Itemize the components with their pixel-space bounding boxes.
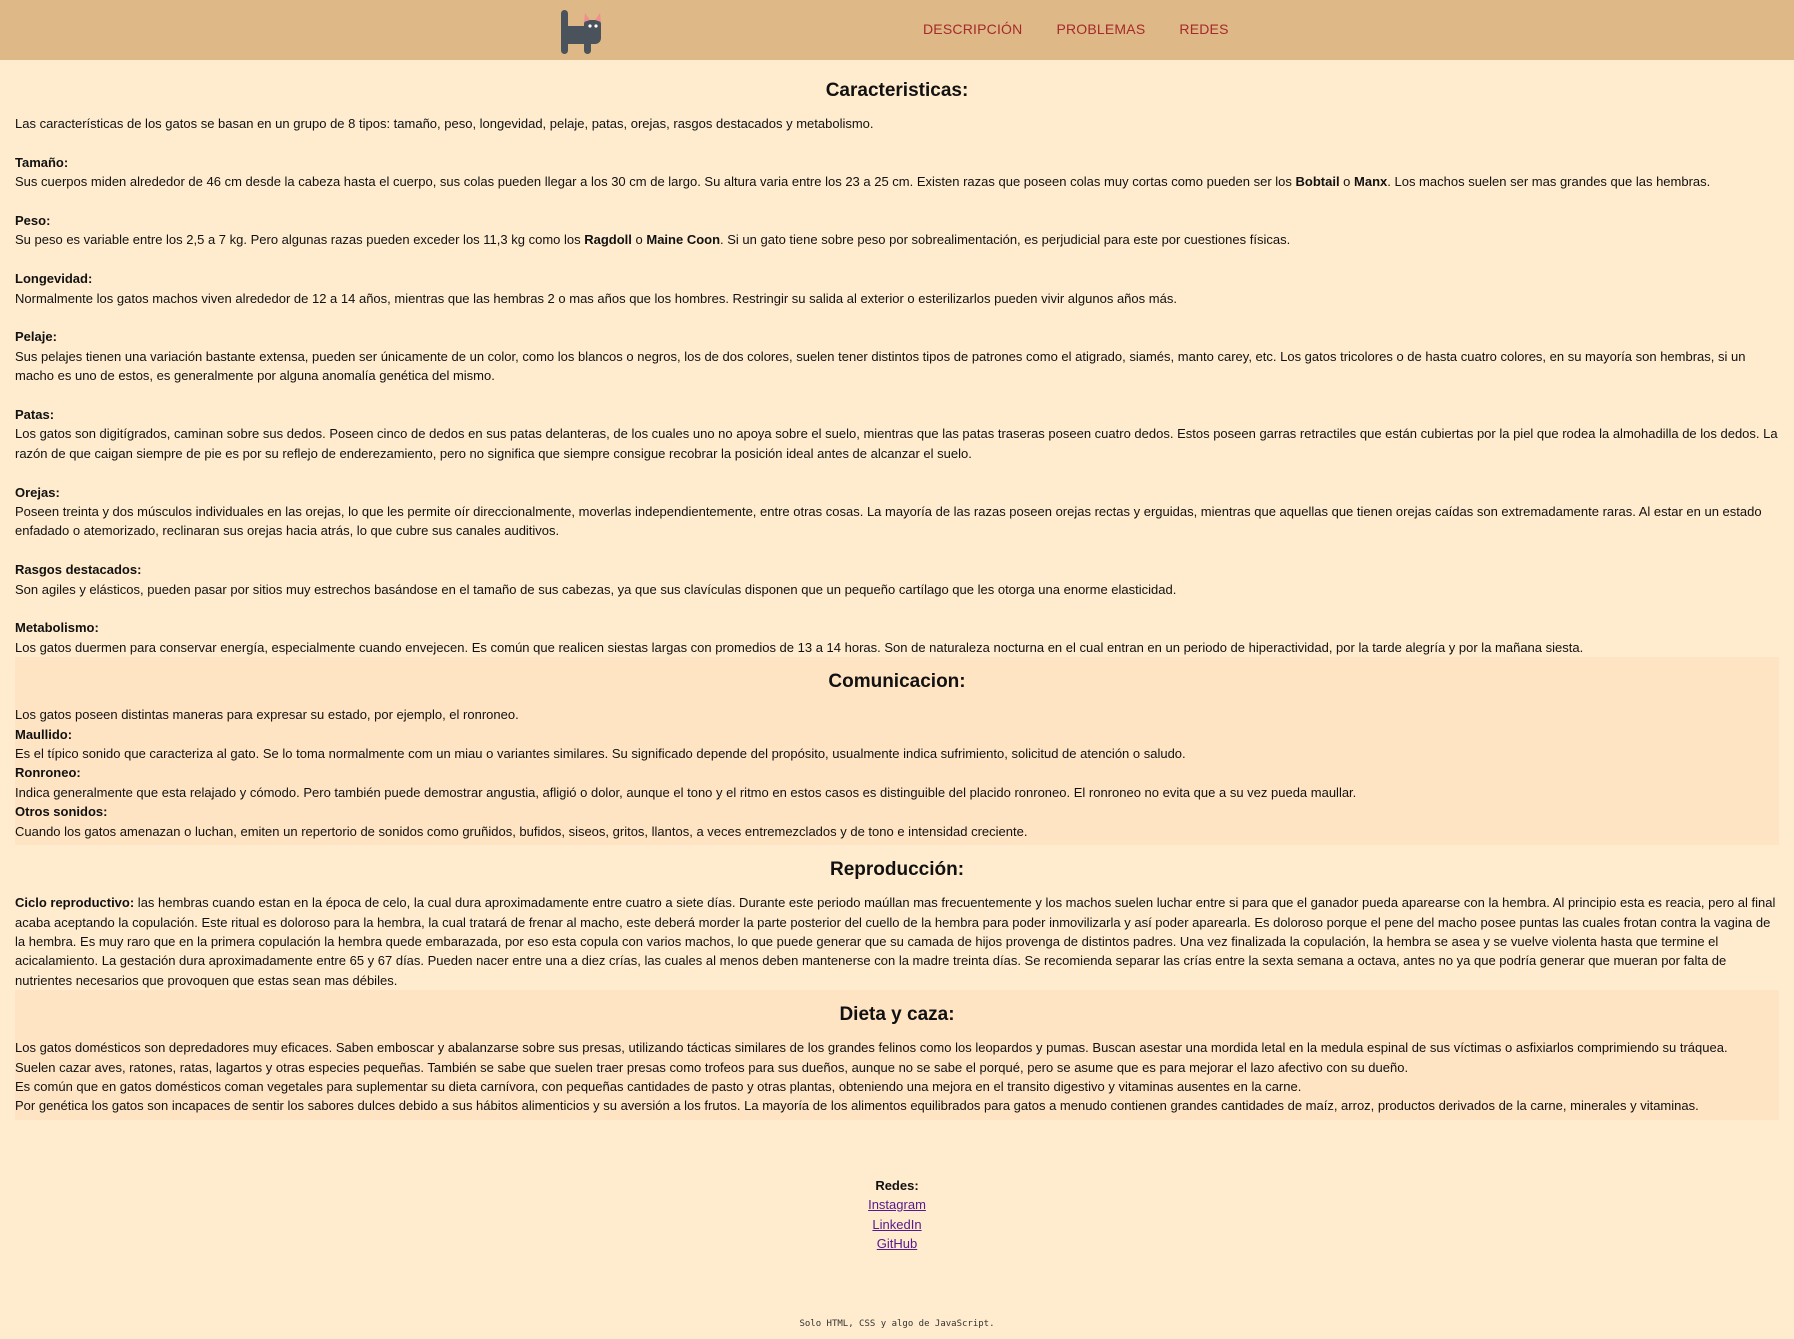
rasgos-paragraph <box>15 560 1779 599</box>
instagram-link[interactable]: Instagram <box>868 1197 926 1213</box>
label: Metabolismo: <box>15 620 99 636</box>
text: Los gatos duermen para conservar energía, especialmente cuando envejecen. Es común que realicen siestas largas con promedios de 13 a 14 horas. Son de naturaleza nocturna en el cual entran en un periodo de hiperactividad, por la tarde alegría y por la mañana siesta. <box>15 639 1584 655</box>
dieta-line: Es común que en gatos domésticos coman vegetales para suplementar su dieta carnívora, con pequeñas cantidades de pasto y otras plantas, obteniendo una mejora en el transito digestivo y vitaminas ausentes en la carne. <box>15 1078 1302 1094</box>
pelaje-paragraph <box>15 327 1779 385</box>
breed-name: Ragdoll <box>584 232 632 248</box>
metabolismo-paragraph <box>15 618 1779 657</box>
site-header <box>0 0 1794 60</box>
text: Sus pelajes tienen una variación bastante extensa, pueden ser únicamente de un color, como los blancos o negros, los de dos colores, suelen tener distintos tipos de patrones como el atigrado, siamés, manto carey, etc. Los gatos tricolores o de hasta cuatro colores, en su mayoría son hembras, si un macho es uno de estos, es generalmente por alguna anomalía genética del mismo. <box>15 348 1746 384</box>
orejas-paragraph <box>15 483 1779 541</box>
ciclo-paragraph <box>15 893 1779 990</box>
label: Longevidad: <box>15 271 93 287</box>
section-title: Dieta y caza: <box>839 1004 955 1026</box>
main-nav <box>923 20 1229 39</box>
peso-paragraph <box>15 211 1779 250</box>
ronroneo-paragraph <box>15 763 1779 802</box>
credit-text: Solo HTML, CSS y algo de JavaScript. <box>799 1319 995 1330</box>
dieta-line: Por genética los gatos son incapaces de sentir los sabores dulces debido a sus hábitos alimenticios y su aversión a los frutos. La mayoría de los alimentos equilibrados para gatos a menudo contienen grandes cantidades de maíz, arroz, productos derivados de la carne, minerales y vitaminas. <box>15 1098 1699 1114</box>
text: Son agiles y elásticos, pueden pasar por sitios muy estrechos basándose en el tamaño de sus cabezas, ya que sus clavículas disponen que un pequeño cartílago que les otorga una enorme elasticidad. <box>15 581 1177 597</box>
site-footer <box>0 1176 1794 1339</box>
breed-name: Bobtail <box>1295 174 1340 190</box>
label: Otros sonidos: <box>15 804 108 820</box>
text: Cuando los gatos amenazan o luchan, emiten un repertorio de sonidos como gruñidos, bufidos, siseos, gritos, llantos, a veces entremezclados y de tono e intensidad creciente. <box>15 823 1028 839</box>
linkedin-link[interactable]: LinkedIn <box>872 1216 922 1232</box>
section-title: Comunicacion: <box>828 671 966 693</box>
tamano-label: Tamaño: <box>15 154 69 170</box>
text: Poseen treinta y dos músculos individuales en las orejas, lo que les permite oír direccionalmente, moverlas independientemente, entre otras cosas. La mayoría de las razas poseen orejas rectas y erguidas, mientras que aquellas que tienen orejas caídas son extremadamente raras. Al estar en un estado enfadado o atemorizado, reclinaran sus orejas hacia atrás, lo que cubre sus canales auditivos. <box>15 504 1762 539</box>
text: Normalmente los gatos machos viven alrededor de 12 a 14 años, mientras que las hembras 2 o mas años que los hombres. Restringir su salida al exterior o esterilizarlos pueden vivir algunos años más. <box>15 290 1177 306</box>
maullido-paragraph <box>15 725 1779 764</box>
dieta-line: Los gatos domésticos son depredadores muy eficaces. Saben emboscar y abalanzarse sobre sus presas, utilizando tácticas similares de los grandes felinos como los leopardos y pumas. Buscan asestar una mordida letal en la medula espinal de sus víctimas o asfixiarlos comprimiendo su tráquea. <box>15 1040 1728 1056</box>
text: . Los machos suelen ser mas grandes que las hembras. <box>1387 174 1711 190</box>
label: Ronroneo: <box>15 765 81 781</box>
label: Orejas: <box>15 484 60 500</box>
text: . Si un gato tiene sobre peso por sobrealimentación, es perjudicial para este por cuestiones físicas. <box>720 232 1291 248</box>
nav-problemas[interactable]: PROBLEMAS <box>1056 21 1146 37</box>
caracteristicas-section <box>15 60 1779 657</box>
label: Rasgos destacados: <box>15 562 142 578</box>
redes-label: Redes: <box>875 1177 919 1193</box>
text: Es el típico sonido que caracteriza al gato. Se lo toma normalmente com un miau o variantes similares. Su significado depende del propósito, usualmente indica sufrimiento, solicitud de atención o saludo. <box>15 746 1186 762</box>
dieta-line: Suelen cazar aves, ratones, ratas, lagartos y otras especies pequeñas. También se sabe que suelen traer presas como trofeos para sus dueños, aunque no se sabe el porqué, pero se asume que es para mejorar el lazo afectivo con su dueño. <box>15 1059 1409 1075</box>
github-link[interactable]: GitHub <box>876 1235 918 1251</box>
text: o <box>631 232 647 248</box>
tamano-paragraph <box>15 153 1779 192</box>
reproduccion-section <box>15 845 1779 990</box>
nav-redes[interactable]: REDES <box>1179 21 1229 37</box>
intro-text: Las características de los gatos se basan en un grupo de 8 tipos: tamaño, peso, longevidad, pelaje, patas, orejas, rasgos destacados y metabolismo. <box>15 116 874 131</box>
breed-name: Manx <box>1354 174 1388 190</box>
text: las hembras cuando estan en la época de celo, la cual dura aproximadamente entre cuatro a siete días. Durante este periodo maúllan mas frecuentemente y los machos suelen luchar entre si para que el ganador pueda aparearse con la hembra. Al principio esta es reacia, pero al final acaba aceptando la copulación. Este ritual es doloroso para la hembra, la cual tratará de frenar al macho, este deberá morder la parte posterior del cuello de la hembra para poder inmovilizarla y así poder aparearla. Es doloroso porque el pene del macho posee puntas las cuales frotan contra la vagina de la hembra. Es muy raro que en la primera copulación la hembra quede embarazada, por eso esta copula con varios machos, lo que puede generar que su camada de hijos provenga de distintos padres. Una vez finalizada la copulación, la hembra se asea y se vuelve violenta hasta que termine el acicalamiento. La gestación dura aproximadamente entre 65 y 67 días. Pueden nacer entre una a diez crías, las cuales al menos deben mantenerse con la madre treinta días. Se recomienda separar las crías entre la sexta semana a octava, antes no ya que podría generar que mueran por falta de nutrientes necesarios que provoquen que estas sean mas débiles. <box>15 895 1776 988</box>
label: Maullido: <box>15 726 73 742</box>
intro-text: Los gatos poseen distintas maneras para expresar su estado, por ejemplo, el ronroneo. <box>15 707 519 723</box>
label: Patas: <box>15 407 55 423</box>
section-title: Caracteristicas: <box>825 80 969 101</box>
text: Su peso es variable entre los 2,5 a 7 kg. Pero algunas razas pueden exceder los 11,3 kg como los <box>15 232 585 248</box>
label: Pelaje: <box>15 329 57 345</box>
text: Indica generalmente que esta relajado y cómodo. Pero también puede demostrar angustia, afligió o dolor, aunque el tono y el ritmo en estos casos es distinguible del placido ronroneo. El ronroneo no evita que a su vez pueda maullar. <box>15 784 1357 800</box>
comunicacion-section <box>15 657 1779 845</box>
text: o <box>1339 174 1355 190</box>
section-title: Reproducción: <box>829 859 965 881</box>
patas-paragraph <box>15 405 1779 463</box>
main-content <box>0 60 1794 1120</box>
nav-descripcion[interactable]: DESCRIPCIÓN <box>923 21 1023 37</box>
otros-sonidos-paragraph <box>15 802 1779 841</box>
breed-name: Maine Coon <box>646 232 721 248</box>
longevidad-paragraph <box>15 269 1779 308</box>
text: Los gatos son digitígrados, caminan sobre sus dedos. Poseen cinco de dedos en sus patas delanteras, de los cuales uno no apoya sobre el suelo, mientras que las patas traseras poseen cuatro dedos. Estos poseen garras retractiles que están cubiertas por la piel que rodea la almohadilla de los dedos. La razón de que caigan siempre de pie es por su reflejo de enderezamiento, pero no significa que siempre consigue recobrar la posición ideal antes de alcanzar el suelo. <box>15 426 1778 461</box>
text: Sus cuerpos miden alrededor de 46 cm desde la cabeza hasta el cuerpo, sus colas pueden llegar a los 30 cm de largo. Su altura varia entre los 23 a 25 cm. Existen razas que poseen colas muy cortas como pueden ser los <box>15 174 1296 190</box>
cat-logo-icon[interactable] <box>558 8 604 56</box>
dieta-section <box>15 990 1779 1120</box>
peso-label: Peso: <box>15 213 51 228</box>
label: Ciclo reproductivo: <box>15 895 135 911</box>
